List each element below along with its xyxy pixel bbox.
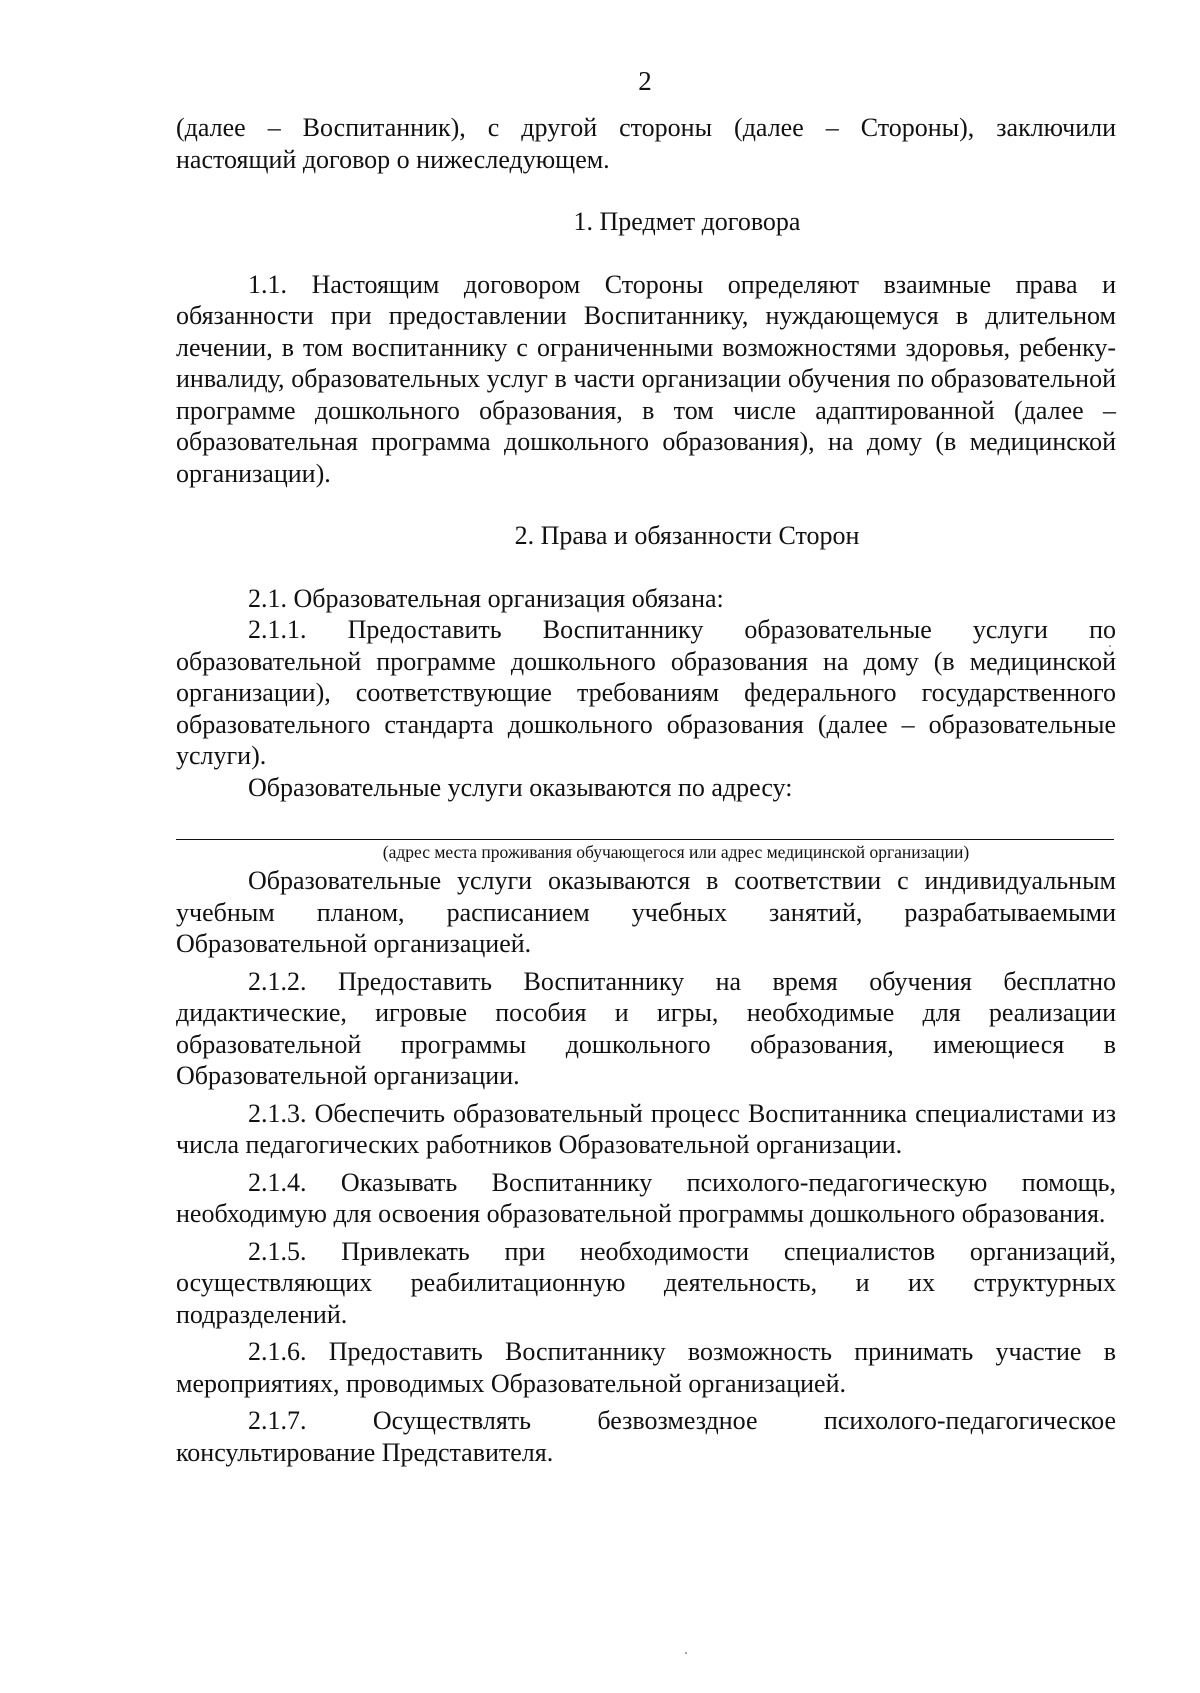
clause-2-1-4: 2.1.4. Оказывать Воспитаннику психолого-педагогическую помощь, необходимую для освоения образовательной программы дошкольного образования.: [176, 1167, 1116, 1228]
clause-2-1-3: 2.1.3. Обеспечить образовательный процесс Воспитанника специалистами из числа педагогических работников Образовательной организации.: [176, 1098, 1116, 1159]
clause-2-1-2: 2.1.2. Предоставить Воспитаннику на время обучения бесплатно дидактические, игровые пособия и игры, необходимые для реализации образовательной программы дошкольного образования, имеющиеся в Образовательной организации.: [176, 966, 1116, 1090]
clause-2-1-1: 2.1.1. Предоставить Воспитаннику образовательные услуги по образовательной программе дошкольного образования на дому (в медицинской организации), соответствующие требованиям федерального государственного образовательного стандарта дошкольного образования (далее – образовательные услуги).: [176, 615, 1116, 770]
document-body: [176, 112, 1116, 1468]
clause-2-1-6: 2.1.6. Предоставить Воспитаннику возможность принимать участие в мероприятиях, проводимых Образовательной организацией.: [176, 1337, 1116, 1398]
address-caption: (адрес места проживания обучающегося или адрес медицинской организации): [382, 842, 970, 862]
scan-speck: [1109, 645, 1111, 647]
page-number: 2: [638, 66, 652, 96]
spacer: [176, 238, 1116, 269]
spacer: [176, 552, 1116, 583]
spacer: [176, 175, 1116, 206]
clause-2-1: 2.1. Образовательная организация обязана:: [248, 583, 724, 613]
clause-2-1-7: 2.1.7. Осуществлять безвозмездное психолого-педагогическое консультирование Представителя.: [176, 1406, 1116, 1467]
spacer: [176, 489, 1116, 520]
section-1-title: 1. Предмет договора: [573, 207, 801, 236]
services-plan-paragraph: Образовательные услуги оказываются в соответствии с индивидуальным учебным планом, расписанием учебных занятий, разрабатываемыми Образовательной организацией.: [176, 866, 1116, 958]
clause-1-1: 1.1. Настоящим договором Стороны определяют взаимные права и обязанности при предоставлении Воспитаннику, нуждающемуся в длительном лечении, в том воспитаннику с ограниченными возможностями здоровья, ребенку-инвалиду, образовательных услуг в части организации обучения по образовательной программе дошкольного образования, в том числе адаптированной (далее – образовательная программа дошкольного образования), на дому (в медицинской организации).: [176, 269, 1116, 488]
scan-speck: [685, 1652, 687, 1654]
clause-2-1-5: 2.1.5. Привлекать при необходимости специалистов организаций, осуществляющих реабилитационную деятельность, и их структурных подразделений.: [176, 1236, 1116, 1329]
intro-line-1: (далее – Воспитанник), с другой стороны (далее – Стороны), заключили: [176, 113, 1116, 142]
address-blank-line: [176, 839, 1114, 840]
address-field: [176, 803, 1116, 865]
address-intro: Образовательные услуги оказываются по адресу:: [248, 772, 793, 802]
section-2-title: 2. Права и обязанности Сторон: [514, 521, 860, 550]
intro-line-2: настоящий договор о нижеследующем.: [176, 144, 610, 174]
